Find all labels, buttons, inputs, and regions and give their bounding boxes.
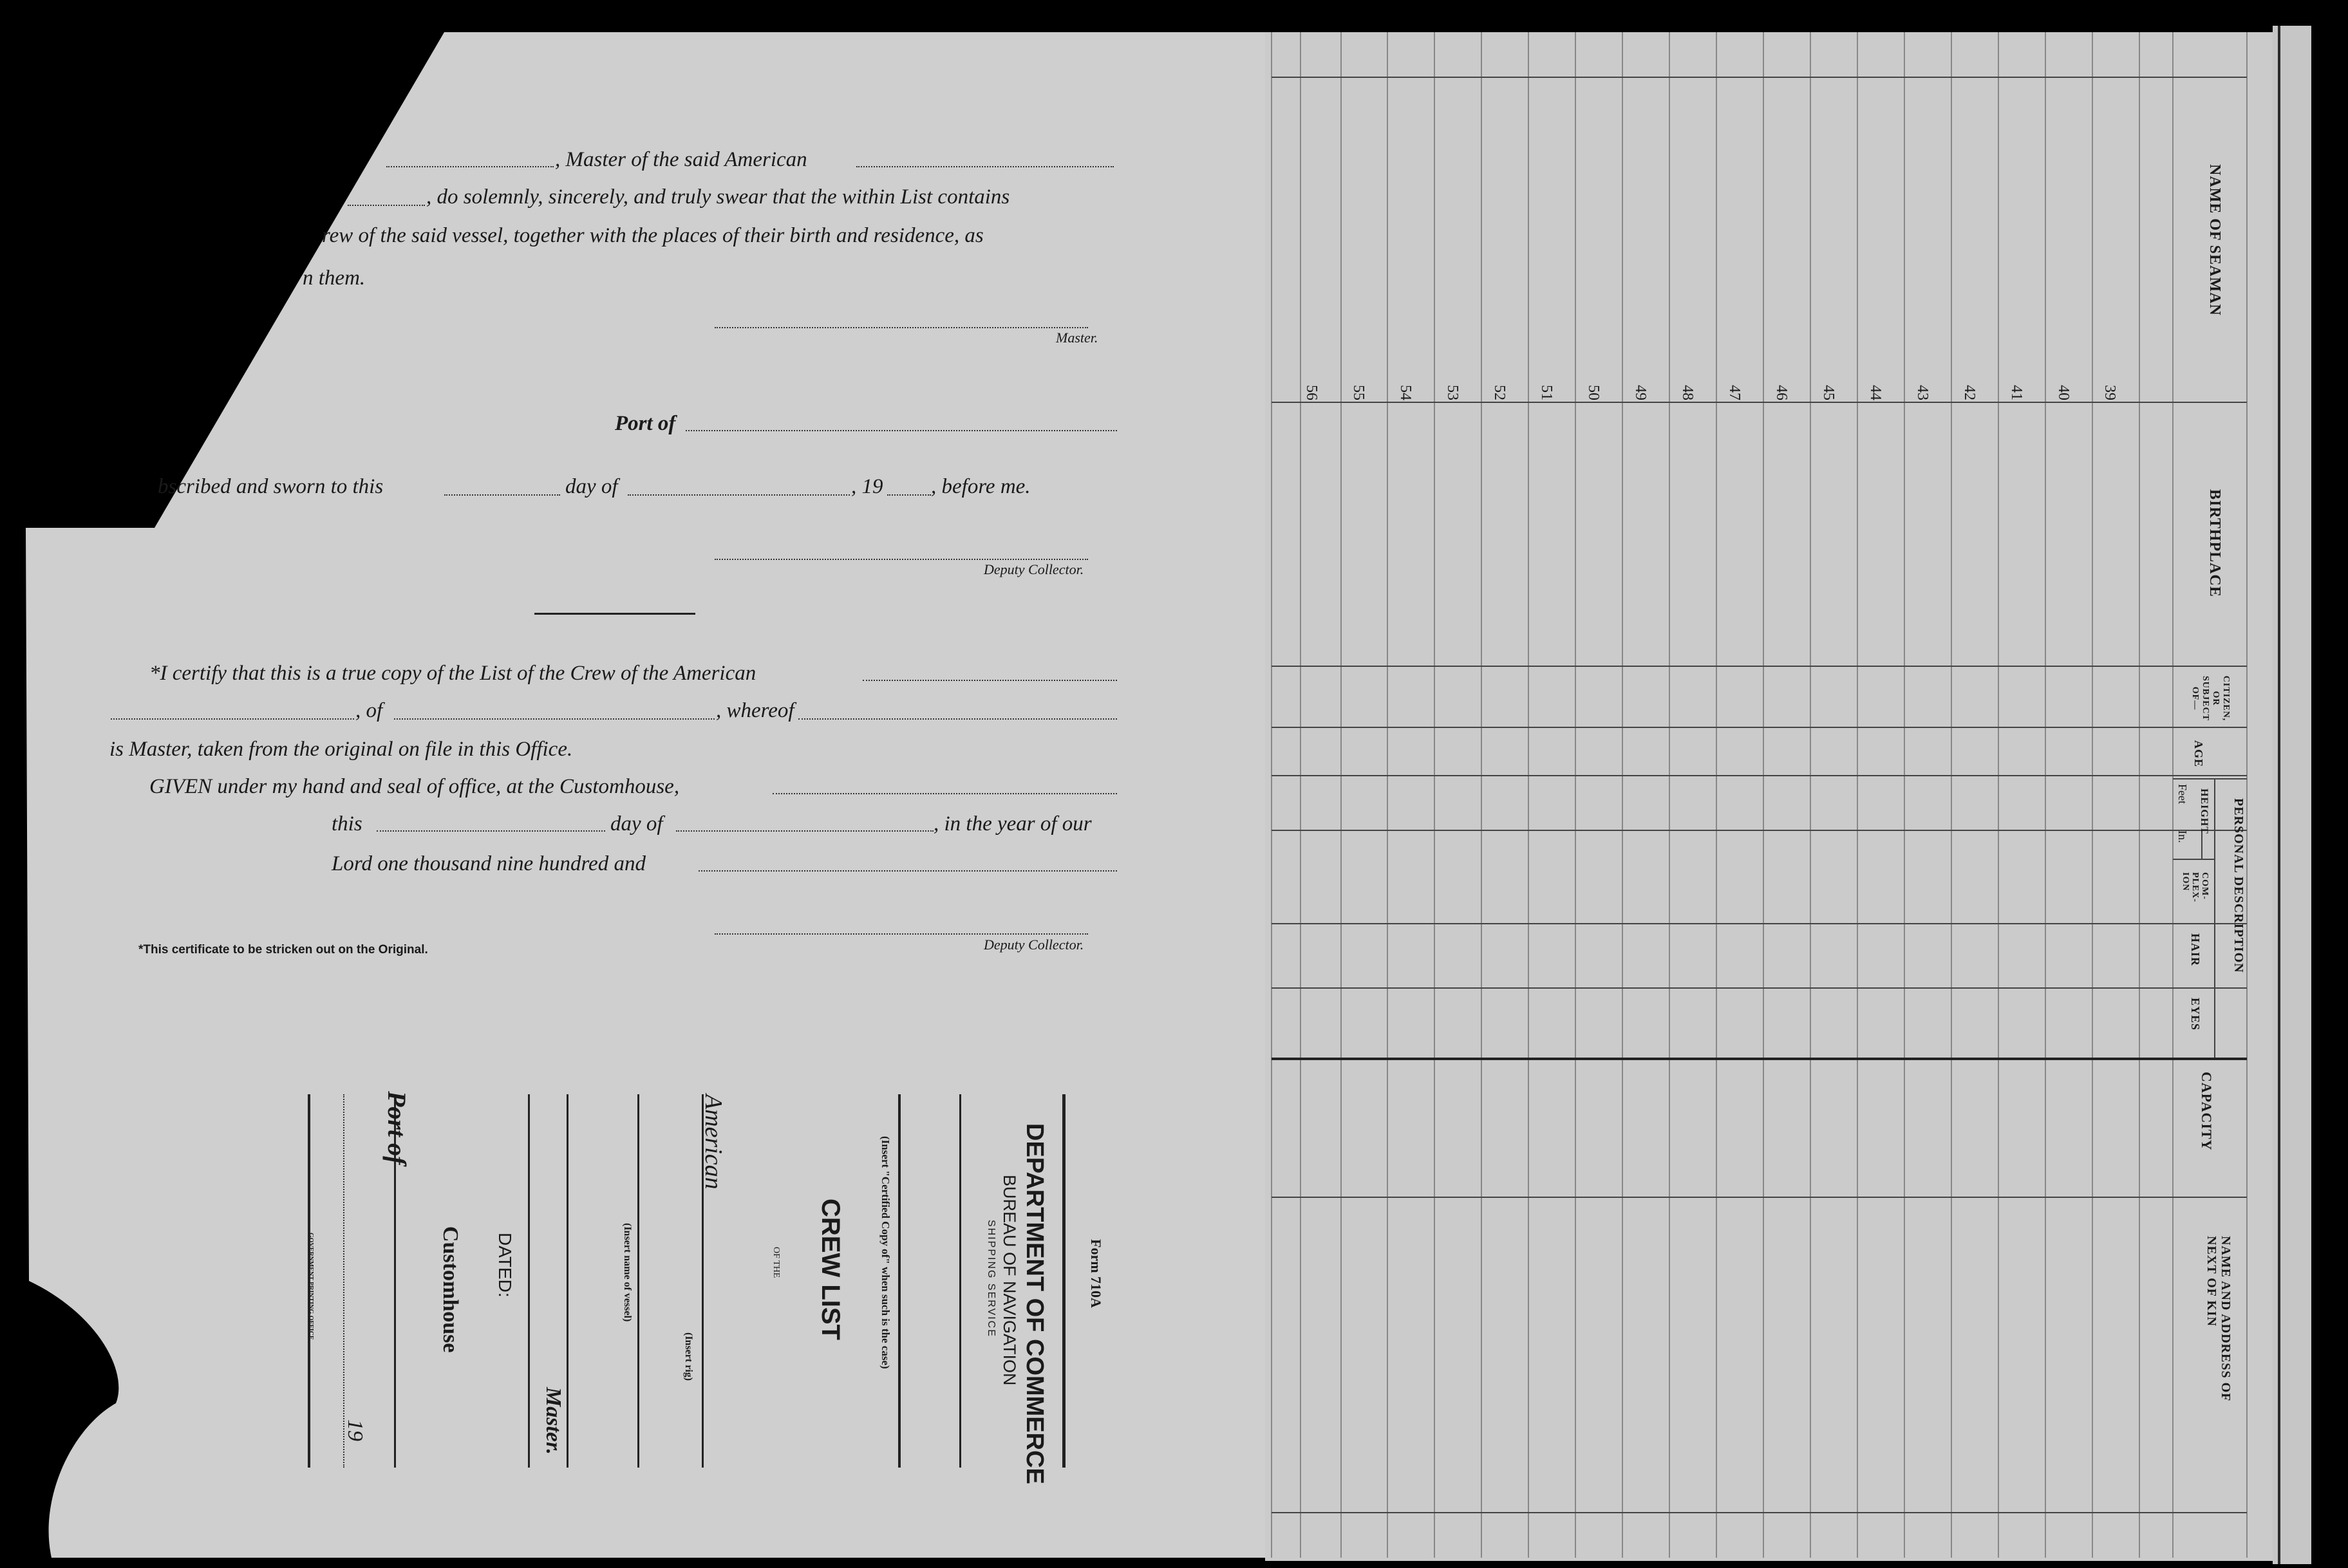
cover-year: 19	[343, 1419, 367, 1441]
row-number: 48	[1679, 385, 1696, 400]
deputy-collector-label-2: Deputy Collector.	[984, 937, 1084, 953]
header-next-of-kin: NAME AND ADDRESS OF NEXT OF KIN	[2204, 1236, 2233, 1401]
of-the-label: OF THE	[771, 1247, 781, 1278]
row-number: 49	[1632, 385, 1649, 400]
row-number: 52	[1491, 385, 1508, 400]
header-personal-description: PERSONAL DESCRIPTION	[2231, 798, 2246, 973]
certify-of: , of	[355, 699, 383, 722]
certify-line1: *I certify that this is a true copy of the List of the Crew of the American	[149, 662, 756, 685]
cover-master-label: Master.	[541, 1387, 565, 1455]
header-eyes: EYES	[2189, 998, 2202, 1031]
footnote: *This certificate to be stricken out on the Original.	[138, 943, 428, 957]
subscribed-year: , 19	[851, 475, 883, 498]
insert-vessel-note: (Insert name of vessel)	[622, 1223, 633, 1322]
header-height: HEIGHT	[2199, 789, 2210, 834]
oath-line3: rew of the said vessel, together with the places of their birth and residence, as	[322, 224, 984, 247]
customhouse-label: Customhouse	[438, 1226, 462, 1353]
row-number: 56	[1303, 385, 1320, 400]
form-number: Form 710A	[1088, 1239, 1104, 1308]
subscribed-text: bscribed and sworn to this	[158, 475, 384, 498]
oath-line2: , do solemnly, sincerely, and truly swear that the within List contains	[426, 185, 1010, 209]
certify-whereof: , whereof	[716, 699, 794, 722]
row-number: 39	[2101, 385, 2118, 400]
certify-line4: GIVEN under my hand and seal of office, at the Customhouse,	[149, 775, 680, 798]
header-age: AGE	[2192, 740, 2205, 768]
row-number: 51	[1538, 385, 1555, 400]
master-signature-label: Master.	[1056, 330, 1098, 346]
header-hair: HAIR	[2189, 933, 2202, 967]
printer-imprint: GOVERNMENT PRINTING OFFICE	[307, 1233, 314, 1340]
american-label: American	[700, 1094, 727, 1190]
shipping-service: SHIPPING SERVICE	[986, 1220, 997, 1338]
row-number: 40	[2055, 385, 2072, 400]
certify-line6: Lord one thousand nine hundred and	[332, 852, 646, 875]
certify-year: , in the year of our	[934, 812, 1092, 835]
row-number: 55	[1350, 385, 1367, 400]
port-of-label: Port of	[615, 412, 676, 435]
header-birthplace: BIRTHPLACE	[2206, 489, 2223, 597]
certify-day: day of	[610, 812, 663, 835]
certify-this: this	[332, 812, 362, 835]
subscribed-day: day of	[565, 475, 618, 498]
row-number: 46	[1773, 385, 1790, 400]
row-number: 44	[1867, 385, 1884, 400]
row-number: 50	[1585, 385, 1602, 400]
insert-certified-note: (Insert "Certified Copy of" when such is the case)	[879, 1136, 892, 1369]
subscribed-before: , before me.	[931, 475, 1031, 498]
row-number: 41	[2008, 385, 2025, 400]
oath-line1: , Master of the said American	[555, 148, 807, 171]
dated-label: DATED:	[495, 1233, 515, 1298]
oath-line4: n them.	[303, 266, 366, 290]
row-number: 45	[1820, 385, 1837, 400]
header-in: In.	[2176, 830, 2189, 843]
row-number: 53	[1444, 385, 1461, 400]
bureau-title: BUREAU OF NAVIGATION	[1000, 1175, 1019, 1386]
department-title: DEPARTMENT OF COMMERCE	[1021, 1123, 1048, 1484]
row-number: 43	[1914, 385, 1931, 400]
header-citizen: CITIZEN, OR SUBJECT OF—	[2190, 675, 2231, 722]
crew-list-title: CREW LIST	[816, 1199, 845, 1340]
certify-line3: is Master, taken from the original on file in this Office.	[109, 738, 573, 761]
row-number: 47	[1726, 385, 1743, 400]
deputy-collector-label: Deputy Collector.	[984, 561, 1084, 577]
row-number: 54	[1397, 385, 1414, 400]
header-capacity: CAPACITY	[2199, 1072, 2215, 1151]
header-complexion: COM-PLEX-ION	[2181, 872, 2210, 902]
row-number: 42	[1961, 385, 1978, 400]
insert-rig-note: (Insert rig)	[683, 1332, 694, 1381]
header-name-of-seaman: NAME OF SEAMAN	[2206, 164, 2223, 316]
cover-port-of: Port of	[382, 1091, 411, 1165]
header-feet: Feet	[2176, 784, 2189, 804]
